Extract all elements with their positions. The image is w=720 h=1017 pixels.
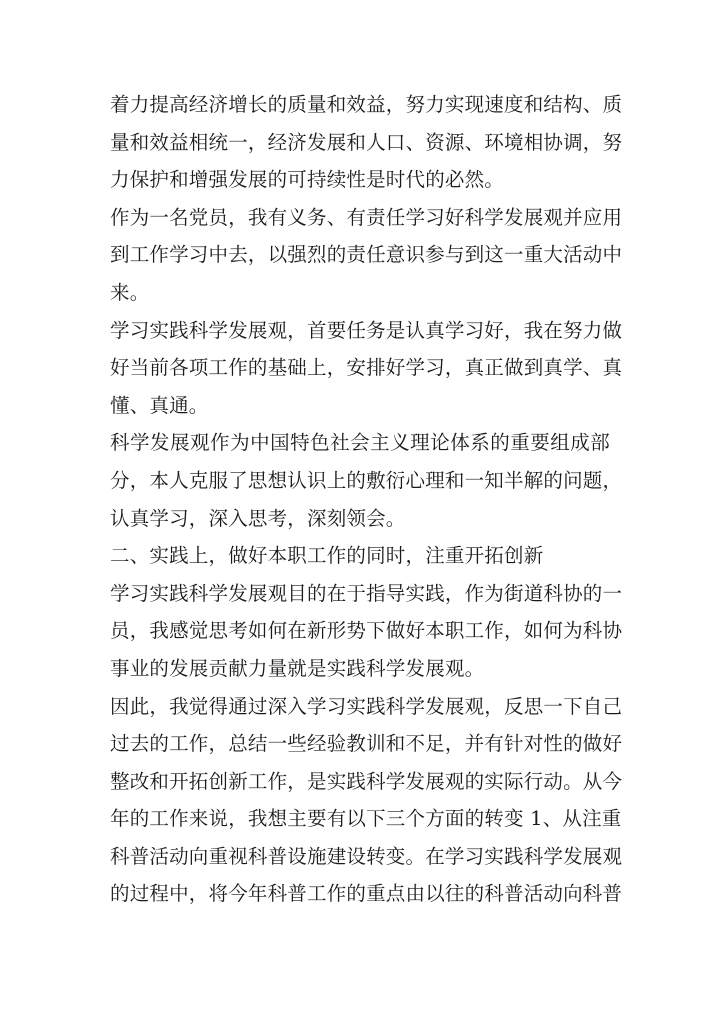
text-line: 来。	[110, 280, 150, 304]
text-line: 认真学习，深入思考，深刻领会。	[110, 506, 406, 530]
text-line: 懂、真通。	[110, 393, 209, 417]
text-line: 到工作学习中去，以强烈的责任意识参与到这一重大活动中	[110, 243, 623, 267]
text-line: 事业的发展贡献力量就是实践科学发展观。	[110, 656, 485, 680]
text-line: 整改和开拓创新工作，是实践科学发展观的实际行动。从今	[110, 769, 623, 793]
text-line: 员，我感觉思考如何在新形势下做好本职工作，如何为科协	[110, 619, 623, 643]
text-line: 作为一名党员，我有义务、有责任学习好科学发展观并应用	[110, 205, 623, 229]
text-line: 过去的工作，总结一些经验教训和不足，并有针对性的做好	[110, 732, 623, 756]
text-line: 因此，我觉得通过深入学习实践科学发展观，反思一下自己	[110, 694, 623, 718]
document-body	[110, 86, 623, 913]
text-line: 力保护和增强发展的可持续性是时代的必然。	[110, 168, 505, 192]
text-line: 量和效益相统一，经济发展和人口、资源、环境相协调，努	[110, 130, 623, 154]
text-line: 学习实践科学发展观，首要任务是认真学习好，我在努力做	[110, 318, 623, 342]
text-line: 科普活动向重视科普设施建设转变。在学习实践科学发展观	[110, 844, 623, 868]
text-line: 的过程中，将今年科普工作的重点由以往的科普活动向科普	[110, 882, 623, 906]
text-line: 好当前各项工作的基础上，安排好学习，真正做到真学、真	[110, 356, 623, 380]
text-line: 分，本人克服了思想认识上的敷衍心理和一知半解的问题，	[110, 468, 623, 492]
text-line: 科学发展观作为中国特色社会主义理论体系的重要组成部	[110, 431, 610, 455]
section-heading: 二、实践上，做好本职工作的同时，注重开拓创新	[110, 544, 544, 568]
text-line: 学习实践科学发展观目的在于指导实践，作为街道科协的一	[110, 581, 623, 605]
text-line: 年的工作来说，我想主要有以下三个方面的转变 1、从注重	[110, 807, 622, 831]
text-line: 着力提高经济增长的质量和效益，努力实现速度和结构、质	[110, 93, 623, 116]
